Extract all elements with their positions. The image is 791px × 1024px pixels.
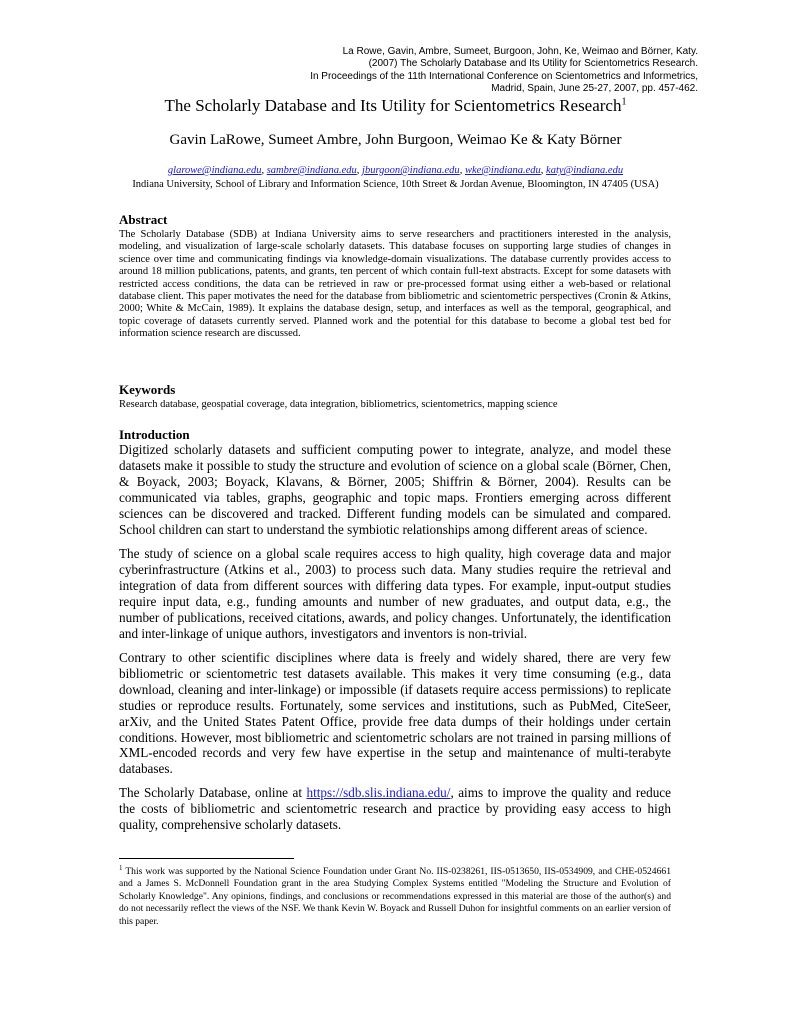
footnote-divider — [119, 858, 294, 859]
email-link-ke[interactable]: wke@indiana.edu — [464, 165, 541, 176]
intro-paragraph-1: Digitized scholarly datasets and sufficient computing power to integrate, analyze, and model these datasets make it possible to study the structure and evolution of science on a global scale (Börner, Chen, & Boyack, 2003; Boyack, Klavans, & Börner, 2005; Shiffrin & Börner, 2004). Results can be communicated via tables, graphs, geographic and topic maps. Frontiers emerging across different sciences can be discovered and tracked. Different funding models can be simulated and compared. School children can start to understand the symbiotic relationships among different areas of science. — [119, 442, 671, 537]
author-emails: glarowe@indiana.edu, sambre@indiana.edu, jburgoon@indiana.edu, wke@indiana.edu, katy@indiana.edu — [167, 165, 624, 176]
footnote-text: This work was supported by the National Science Foundation under Grant No. IIS-0238261, IIS-0513650, IIS-0534909, and CHE-0524661 and a James S. McDonnell Foundation grant in the area Studying Complex Systems entitled "Modeling the Structure and Evolution of Scholarly Knowledge". Any opinions, findings, and conclusions or recommendations expressed in this material are those of the author(s) and do not necessarily reflect the views of the NSF. We thank Kevin W. Boyack and Russell Duhon for insightful comments on an earlier version of this paper. — [119, 866, 671, 927]
email-link-larowe[interactable]: glarowe@indiana.edu — [167, 165, 262, 176]
citation-line: La Rowe, Gavin, Ambre, Sumeet, Burgoon, John, Ke, Weimao and Börner, Katy. — [342, 46, 698, 57]
intro-paragraph-4 — [119, 785, 671, 833]
email-link-borner[interactable]: katy@indiana.edu — [546, 165, 624, 176]
introduction-heading: Introduction — [119, 427, 190, 442]
citation-line: In Proceedings of the 11th International Conference on Scientometrics and Informetrics, — [310, 70, 698, 82]
keywords-heading: Keywords — [119, 382, 176, 397]
paper-title-text: The Scholarly Database and Its Utility for Scientometrics Research — [164, 96, 622, 115]
citation-header — [98, 46, 698, 95]
citation-line: Madrid, Spain, June 25-27, 2007, pp. 457-462. — [491, 82, 698, 94]
citation-line: (2007) The Scholarly Database and Its Utility for Scientometrics Research. — [368, 58, 698, 70]
abstract-text: The Scholarly Database (SDB) at Indiana University aims to serve researchers and practitioners interested in the analysis, modeling, and visualization of large-scale scholarly datasets. This database focuses on supporting large studies of changes in science over time and communicating findings via knowledge-domain visualizations. The database currently provides access to around 18 million publications, patents, and grants, ten percent of which contain full-text abstracts. Except for some datasets with restricted access conditions, the data can be retrieved in raw or pre-processed format using either a web-based or relational database client. This paper motivates the need for the database from bibliometric and scientometric perspectives (Cronin & Atkins, 2000; White & McCain, 1989). It explains the database design, setup, and interfaces as well as the temporal, geographical, and topic coverage of datasets currently served. Planned work and the potential for this database to become a global test bed for information science research are discussed. — [119, 229, 671, 340]
intro-p4-before: The Scholarly Database, online at — [119, 785, 307, 800]
title-footnote-mark: 1 — [621, 96, 627, 108]
paper-title — [100, 96, 691, 116]
intro-p4-after: , aims to improve the quality and reduce the costs of bibliometric and scientometric research and practice by providing easy access to high quality, comprehensive scholarly datasets. — [119, 785, 671, 832]
footnote-mark: 1 — [119, 863, 123, 872]
affiliation: Indiana University, School of Library and Information Science, 10th Street & Jordan Avenue, Bloomington, IN 47405 (USA) — [132, 179, 659, 190]
footnote — [119, 863, 671, 928]
author-list: Gavin LaRowe, Sumeet Ambre, John Burgoon, Weimao Ke & Katy Börner — [169, 132, 622, 148]
email-link-burgoon[interactable]: jburgoon@indiana.edu — [362, 165, 460, 176]
abstract-heading: Abstract — [119, 212, 168, 227]
email-link-ambre[interactable]: sambre@indiana.edu — [266, 165, 357, 176]
sdb-url-link[interactable]: https://sdb.slis.indiana.edu/ — [306, 785, 451, 800]
intro-paragraph-2: The study of science on a global scale requires access to high quality, high coverage data and major cyberinfrastructure (Atkins et al., 2003) to process such data. Many studies require the retrieval and integration of data from different sources with differing data types. For example, input-output studies require input data, e.g., funding amounts and number of new graduates, and output data, e.g., the number of publications, received citations, awards, and policy changes. Unfortunately, the identification and inter-linkage of unique authors, investigators and inventors is non-trivial. — [119, 546, 671, 641]
intro-paragraph-3: Contrary to other scientific disciplines where data is freely and widely shared, there are very few bibliometric or scientometric test datasets available. This makes it very time consuming (e.g., data download, cleaning and inter-linkage) or impossible (if datasets require access permissions) to replicate studies or reproduce results. Fortunately, some services and institutions, such as PubMed, CiteSeer, arXiv, and the United States Patent Office, provide free data dumps of their holdings under certain conditions. However, most bibliometric and scientometric scholars are not trained in parsing millions of XML-encoded records and very few have expertise in the setup and maintenance of multi-terabyte databases. — [119, 650, 671, 777]
keywords-text: Research database, geospatial coverage, data integration, bibliometrics, scientometrics, mapping science — [119, 399, 558, 410]
